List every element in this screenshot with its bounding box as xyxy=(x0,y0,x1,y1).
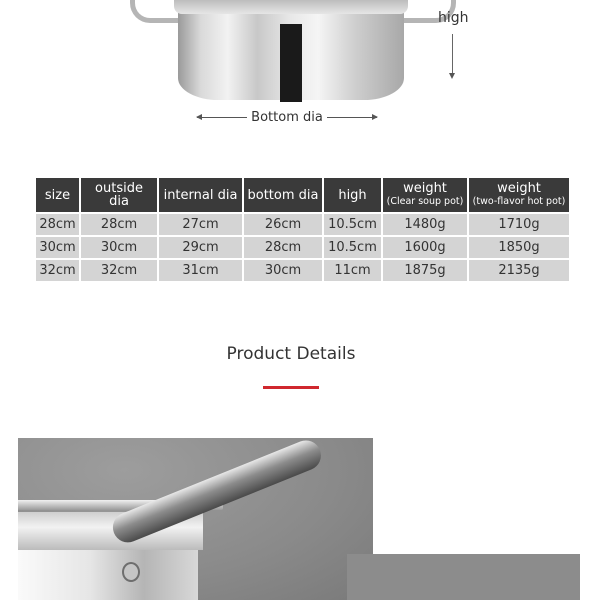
cell-internal-dia: 27cm xyxy=(159,214,242,235)
pot-body xyxy=(18,550,198,600)
cell-weight-clear: 1600g xyxy=(383,237,467,258)
title-accent-underline xyxy=(263,386,319,389)
cell-bottom-dia: 30cm xyxy=(244,260,322,281)
pot-divider-stripe xyxy=(280,24,302,102)
header-size xyxy=(36,178,79,212)
header-sublabel: (Clear soup pot) xyxy=(386,196,464,207)
handle-rivet xyxy=(122,562,140,582)
cell-high: 10.5cm xyxy=(324,237,381,258)
cell-outside-dia: 30cm xyxy=(81,237,157,258)
bottom-dia-dimension xyxy=(197,108,377,126)
cell-weight-two-flavor: 1850g xyxy=(469,237,569,258)
header-sublabel: (two-flavor hot pot) xyxy=(472,196,566,207)
cell-outside-dia: 28cm xyxy=(81,214,157,235)
cell-internal-dia: 29cm xyxy=(159,237,242,258)
cell-weight-clear: 1480g xyxy=(383,214,467,235)
header-internal-dia xyxy=(159,178,242,212)
cell-internal-dia: 31cm xyxy=(159,260,242,281)
cell-weight-clear: 1875g xyxy=(383,260,467,281)
header-label: bottom dia xyxy=(247,187,319,203)
cell-weight-two-flavor: 1710g xyxy=(469,214,569,235)
table-row xyxy=(36,260,569,281)
cell-high: 10.5cm xyxy=(324,214,381,235)
pot-handle xyxy=(108,438,325,547)
size-spec-table xyxy=(34,176,571,283)
cell-size: 30cm xyxy=(36,237,79,258)
header-label: high xyxy=(338,187,367,203)
header-weight-clear-soup xyxy=(383,178,467,212)
cell-size: 32cm xyxy=(36,260,79,281)
table-header-row xyxy=(36,178,569,212)
product-photo-handle-closeup xyxy=(18,438,373,600)
cell-bottom-dia: 26cm xyxy=(244,214,322,235)
header-label: weight xyxy=(403,181,447,196)
header-label: outside dia xyxy=(95,181,143,209)
cell-size: 28cm xyxy=(36,214,79,235)
table-row xyxy=(36,214,569,235)
header-label: size xyxy=(44,187,71,203)
cell-bottom-dia: 28cm xyxy=(244,237,322,258)
cell-outside-dia: 32cm xyxy=(81,260,157,281)
left-arrow-icon xyxy=(197,117,247,118)
header-outside-dia xyxy=(81,178,157,212)
header-bottom-dia xyxy=(244,178,322,212)
down-arrow-icon xyxy=(452,34,453,76)
header-high xyxy=(324,178,381,212)
header-label: internal dia xyxy=(163,187,238,203)
decorative-gray-block xyxy=(347,554,580,600)
cell-weight-two-flavor: 2135g xyxy=(469,260,569,281)
high-dimension-label: high xyxy=(438,10,469,26)
bottom-dia-label: Bottom dia xyxy=(251,109,323,125)
table-row xyxy=(36,237,569,258)
cell-high: 11cm xyxy=(324,260,381,281)
pot-rim xyxy=(174,0,408,14)
right-arrow-icon xyxy=(327,117,377,118)
header-weight-two-flavor xyxy=(469,178,569,212)
product-details-title: Product Details xyxy=(226,344,356,364)
header-label: weight xyxy=(497,181,541,196)
